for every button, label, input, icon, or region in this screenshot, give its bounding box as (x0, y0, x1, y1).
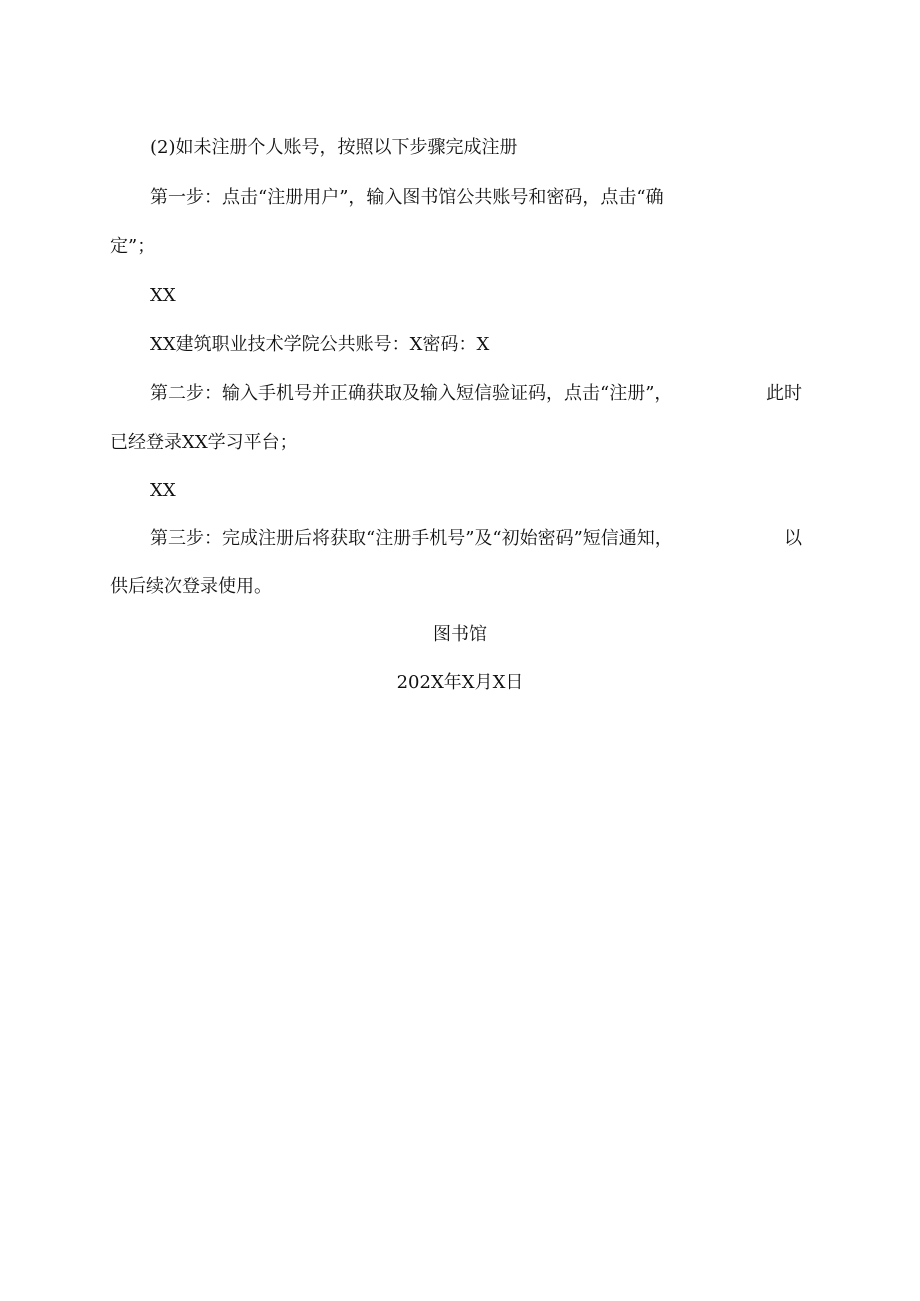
step3-line1-tail: 以 (784, 528, 802, 549)
placeholder-text-2: XX (150, 480, 176, 501)
step3-line1 (150, 526, 802, 552)
step2-line1-tail: 此时 (766, 383, 802, 404)
step2-line1-main: 第二步：输入手机号并正确获取及输入短信验证码，点击“注册”， (150, 383, 673, 404)
signature: 图书馆 (433, 624, 487, 645)
step1-line1: 第一步：点击“注册用户”，输入图书馆公共账号和密码，点击“确 (150, 187, 664, 208)
account-info: XX建筑职业技术学院公共账号：X密码：X (150, 334, 490, 355)
placeholder-text-1: XX (150, 285, 176, 306)
step2-line2: 已经登录XX学习平台； (110, 432, 298, 453)
item2-heading: (2)如未注册个人账号，按照以下步骤完成注册 (150, 137, 518, 158)
step2-line1 (150, 381, 802, 407)
step3-line2: 供后续次登录使用。 (110, 576, 272, 597)
step1-line2: 定”； (110, 236, 156, 257)
date: 202X年X月X日 (396, 672, 524, 693)
step3-line1-main: 第三步：完成注册后将获取“注册手机号”及“初始密码”短信通知， (150, 528, 673, 549)
